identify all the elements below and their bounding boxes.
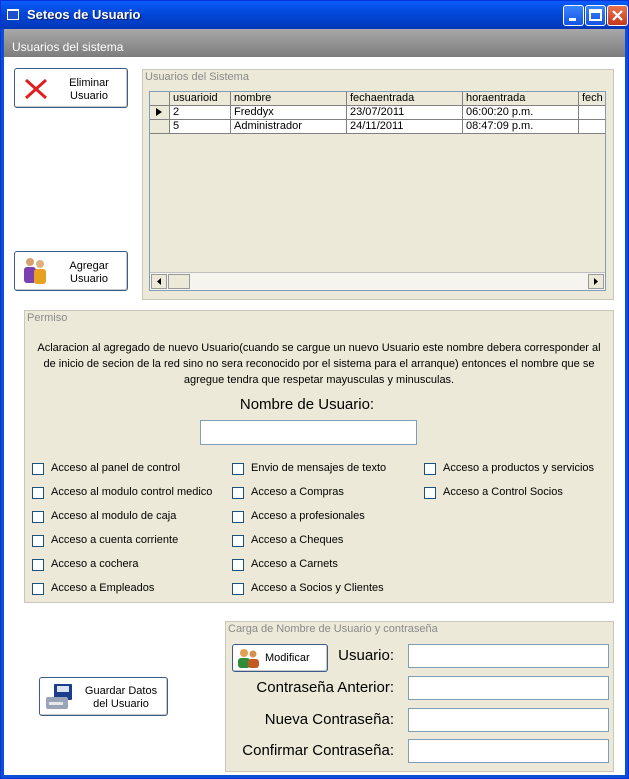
save-user-button[interactable] xyxy=(39,677,168,716)
table-cell[interactable]: 08:47:09 p.m. xyxy=(463,120,579,134)
add-label-line2: Usuario xyxy=(70,273,108,285)
table-cell[interactable] xyxy=(579,106,606,120)
usuario-input[interactable] xyxy=(408,644,609,668)
table-cell[interactable]: 2 xyxy=(170,106,231,120)
checkbox-label: Acceso a Control Socios xyxy=(443,486,563,498)
add-label-line1: Agregar xyxy=(69,260,109,272)
checkbox-label: Acceso a productos y servicios xyxy=(443,462,595,474)
users-frame-label: Usuarios del Sistema xyxy=(145,71,249,83)
scroll-right-button[interactable] xyxy=(588,274,604,289)
minimize-button[interactable] xyxy=(563,5,584,26)
credentials-frame-label: Carga de Nombre de Usuario y contraseña xyxy=(228,623,438,635)
arrow-right-icon xyxy=(589,275,603,288)
close-icon xyxy=(608,6,627,25)
checkbox-label: Acceso al modulo de caja xyxy=(51,510,177,522)
grid-corner xyxy=(150,92,170,106)
checkbox-carnets[interactable] xyxy=(232,559,244,571)
column-header-usuarioid[interactable]: usuarioid xyxy=(170,92,231,106)
delete-label-line2: Usuario xyxy=(70,90,108,102)
delete-user-button[interactable] xyxy=(14,68,128,108)
checkbox-label: Acceso a Carnets xyxy=(251,558,338,570)
delete-label-line1: Eliminar xyxy=(69,77,109,89)
checkbox-empleados[interactable] xyxy=(32,583,44,595)
close-button[interactable] xyxy=(607,5,628,26)
table-cell[interactable]: Freddyx xyxy=(231,106,347,120)
permissions-frame xyxy=(24,310,614,603)
new-password-input[interactable] xyxy=(408,708,609,732)
table-cell[interactable]: 24/11/2011 xyxy=(347,120,463,134)
maximize-button[interactable] xyxy=(585,5,606,26)
confirm-password-label: Confirmar Contraseña: xyxy=(242,742,394,759)
scroll-left-button[interactable] xyxy=(151,274,167,289)
checkbox-control-medico[interactable] xyxy=(32,487,44,499)
arrow-left-icon xyxy=(152,275,166,288)
checkbox-socios-clientes[interactable] xyxy=(232,583,244,595)
checkbox-label: Acceso a cuenta corriente xyxy=(51,534,179,546)
modify-button[interactable] xyxy=(232,644,328,672)
checkbox-cochera[interactable] xyxy=(32,559,44,571)
title-bar[interactable] xyxy=(1,1,628,29)
save-label-line1: Guardar Datos xyxy=(84,685,158,697)
checkbox-label: Acceso a profesionales xyxy=(251,510,365,522)
checkbox-mensajes-texto[interactable] xyxy=(232,463,244,475)
permissions-frame-label: Permiso xyxy=(27,312,68,324)
column-header-nombre[interactable]: nombre xyxy=(231,92,347,106)
checkbox-label: Envio de mensajes de texto xyxy=(251,462,387,474)
confirm-password-input[interactable] xyxy=(408,739,609,763)
users-icon xyxy=(236,647,260,669)
username-label: Nombre de Usuario: xyxy=(239,396,375,413)
username-input[interactable] xyxy=(200,420,417,445)
table-cell[interactable]: 5 xyxy=(170,120,231,134)
current-row-arrow-icon xyxy=(153,106,165,118)
checkbox-control-socios[interactable] xyxy=(424,487,436,499)
checkbox-cheques[interactable] xyxy=(232,535,244,547)
save-label-line2: del Usuario xyxy=(93,698,149,710)
checkbox-label: Acceso a Compras xyxy=(251,486,344,498)
scroll-thumb[interactable] xyxy=(168,274,190,289)
minimize-icon xyxy=(564,6,583,25)
checkbox-productos-servicios[interactable] xyxy=(424,463,436,475)
subtitle-text: Usuarios del sistema xyxy=(12,40,124,54)
old-password-label: Contraseña Anterior: xyxy=(256,679,394,696)
checkbox-label: Acceso al panel de control xyxy=(51,462,181,474)
table-cell[interactable] xyxy=(579,120,606,134)
modify-label: Modificar xyxy=(265,652,310,664)
table-cell[interactable]: Administrador xyxy=(231,120,347,134)
checkbox-label: Acceso a Cheques xyxy=(251,534,344,546)
table-cell[interactable]: 06:00:20 p.m. xyxy=(463,106,579,120)
checkbox-label: Acceso a Empleados xyxy=(51,582,155,594)
checkbox-label: Acceso al modulo control medico xyxy=(51,486,213,498)
checkbox-label: Acceso a Socios y Clientes xyxy=(251,582,384,594)
old-password-input[interactable] xyxy=(408,676,609,700)
checkbox-compras[interactable] xyxy=(232,487,244,499)
horizontal-scrollbar[interactable] xyxy=(150,272,605,290)
column-header-horaentrada[interactable]: horaentrada xyxy=(463,92,579,106)
table-cell[interactable]: 23/07/2011 xyxy=(347,106,463,120)
credentials-frame xyxy=(225,621,614,772)
maximize-icon xyxy=(586,6,605,25)
checkbox-label: Acceso a cochera xyxy=(51,558,139,570)
checkbox-panel-control[interactable] xyxy=(32,463,44,475)
checkbox-modulo-caja[interactable] xyxy=(32,511,44,523)
users-group-icon xyxy=(21,256,49,286)
add-user-button[interactable] xyxy=(14,251,128,291)
checkbox-cuenta-corriente[interactable] xyxy=(32,535,44,547)
column-header-fechaentrada[interactable]: fechaentrada xyxy=(347,92,463,106)
save-disk-icon xyxy=(45,683,75,711)
subtitle-bar xyxy=(4,29,625,57)
row-selector[interactable] xyxy=(150,106,170,120)
row-selector[interactable] xyxy=(150,120,170,134)
column-header-fech[interactable]: fech xyxy=(579,92,606,106)
usuario-label: Usuario: xyxy=(338,647,394,664)
checkbox-profesionales[interactable] xyxy=(232,511,244,523)
client-area xyxy=(4,29,625,775)
users-frame xyxy=(142,69,614,300)
window-icon xyxy=(7,9,19,20)
new-user-note: Aclaracion al agregado de nuevo Usuario(cuando se cargue un nuevo Usuario este nombre debera corresponder al de inicio de secion de la red sino no sera reconocido por el sistema para el arranque) entonces el nombre que se agregue tendra que respetar mayusculas y minusculas. xyxy=(37,342,601,386)
window-title: Seteos de Usuario xyxy=(27,7,141,22)
users-grid[interactable] xyxy=(149,91,606,291)
new-password-label: Nueva Contraseña: xyxy=(264,711,394,728)
delete-x-icon xyxy=(23,77,49,101)
